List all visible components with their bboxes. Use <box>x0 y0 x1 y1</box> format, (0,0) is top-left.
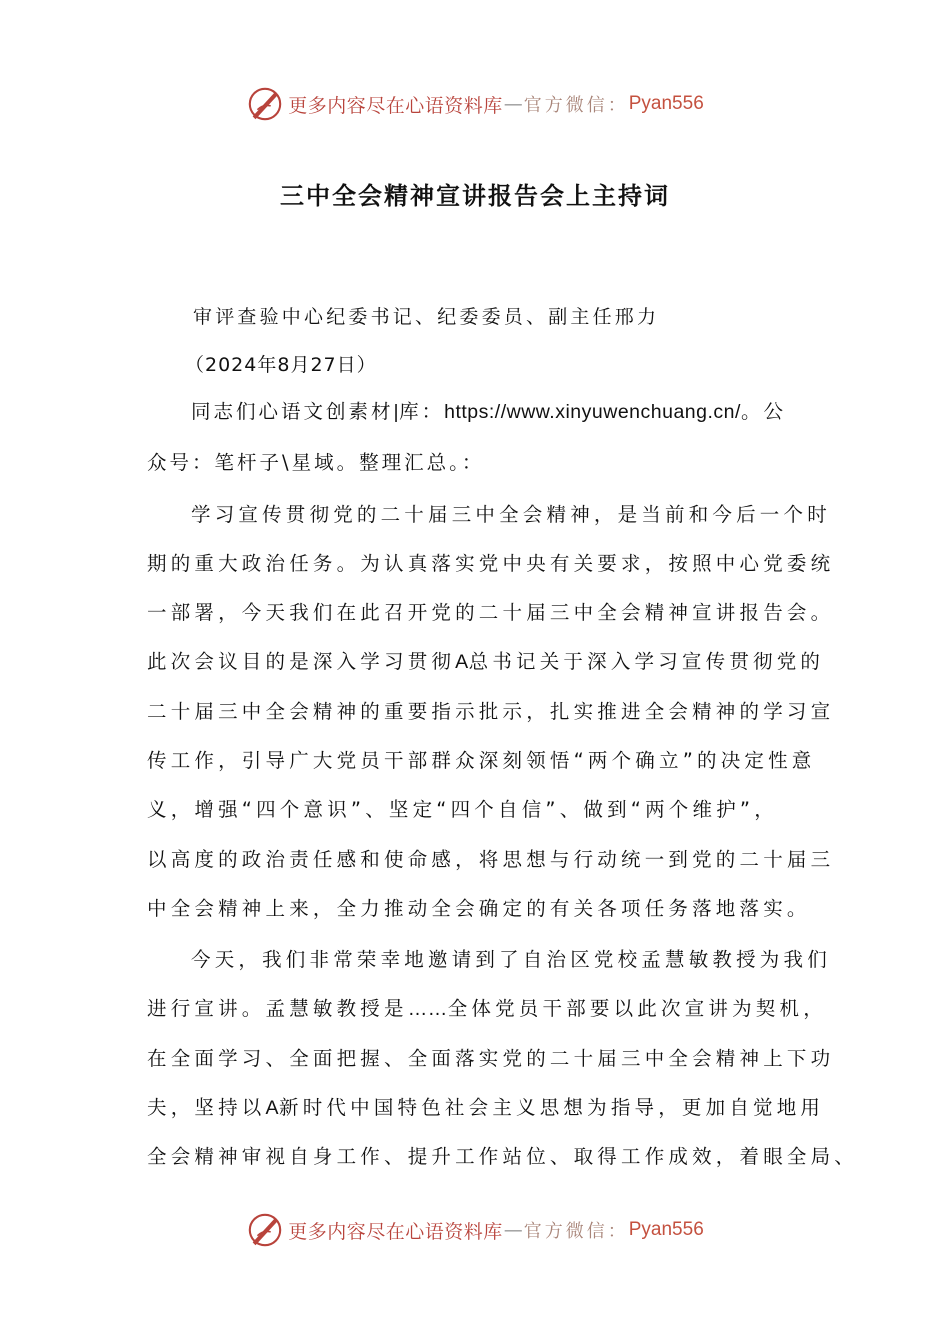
watermark-wechat-id: Pyan556 <box>628 93 704 114</box>
text-run: 全体党员干部要以此次宣讲为契机， <box>447 997 827 1020</box>
watermark-main-text: 更多内容尽在心语资料库 <box>288 94 503 117</box>
text-run: A <box>455 651 469 673</box>
paragraph-line: 以高度的政治责任感和使命感，将思想与行动统一到党的二十届三 <box>147 848 835 871</box>
watermark-dash: — <box>503 1219 523 1241</box>
paragraph-line: 义，增强“四个意识”、坚定“四个自信”、做到“两个维护”， <box>147 798 778 821</box>
paragraph-line: 今天，我们非常荣幸地邀请到了自治区党校孟慧敏教授为我们 <box>191 948 831 971</box>
text-run: | <box>393 401 400 423</box>
watermark-sub-text: 官方微信： <box>523 95 629 116</box>
paragraph-line <box>147 647 824 677</box>
text-run: A <box>265 1097 280 1119</box>
text-run: 新时代中国特色社会主义思想为指导，更加自觉地用 <box>279 1096 825 1119</box>
text-run: 。公 <box>740 400 786 423</box>
text-run: 库： <box>399 400 445 423</box>
paragraph-line: 学习宣传贯彻党的二十届三中全会精神，是当前和今后一个时 <box>191 503 831 526</box>
text-run: 夫，坚持以 <box>147 1096 266 1119</box>
paragraph-line <box>147 994 827 1024</box>
paragraph-line: 中全会精神上来，全力推动全会确定的有关各项任务落地落实。 <box>147 897 811 920</box>
paragraph-line: 全会精神审视自身工作、提升工作站位、取得工作成效，着眼全局、 <box>147 1145 859 1168</box>
paragraph-line: 二十届三中全会精神的重要指示批示，扎实推进全会精神的学习宣 <box>147 700 835 723</box>
header-watermark <box>0 84 950 124</box>
paragraph-line: 一部署，今天我们在此召开党的二十届三中全会精神宣讲报告会。 <box>147 601 835 624</box>
paragraph-line: 在全面学习、全面把握、全面落实党的二十届三中全会精神上下功 <box>147 1047 835 1070</box>
watermark-main-text: 更多内容尽在心语资料库 <box>288 1220 503 1243</box>
url-link: https://www.xinyuwenchuang.cn/ <box>444 401 741 423</box>
watermark-sub-text: 官方微信： <box>523 1221 629 1242</box>
text-run: …… <box>407 998 448 1020</box>
date-line: （2024年8月27日） <box>185 354 377 376</box>
text-run: 进行宣讲。孟慧敏教授是 <box>147 997 408 1020</box>
footer-watermark <box>0 1210 950 1250</box>
text-run: 此次会议目的是深入学习贯彻 <box>147 650 456 673</box>
document-title: 三中全会精神宣讲报告会上主持词 <box>280 182 670 210</box>
paragraph-line: 期的重大政治任务。为认真落实党中央有关要求，按照中心党委统 <box>147 552 835 575</box>
paragraph-line <box>147 1093 824 1123</box>
paragraph-line <box>191 397 786 427</box>
watermark-wechat-id: Pyan556 <box>628 1219 704 1240</box>
paragraph-line: 众号：笔杆子\星域。整理汇总。： <box>147 451 485 474</box>
text-run: 同志们心语文创素材 <box>191 400 394 423</box>
paragraph-line: 传工作，引导广大党员干部群众深刻领悟“两个确立”的决定性意 <box>147 749 816 772</box>
author-line: 审评查验中心纪委书记、纪委委员、副主任邢力 <box>193 306 660 328</box>
text-run: 总书记关于深入学习宣传贯彻党的 <box>468 650 825 673</box>
pen-logo-icon <box>246 1211 284 1249</box>
pen-logo-icon <box>246 85 284 123</box>
watermark-dash: — <box>503 93 523 115</box>
